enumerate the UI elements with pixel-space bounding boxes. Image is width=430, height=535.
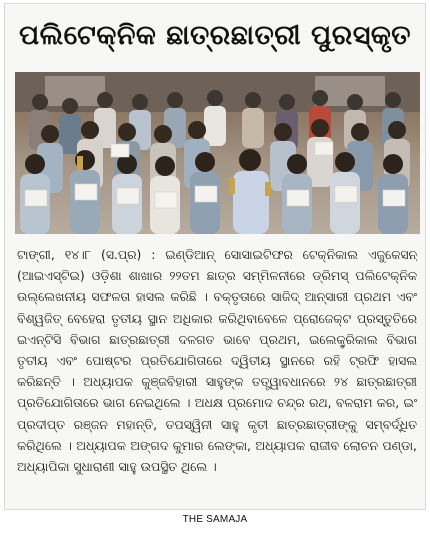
newspaper-clipping [5, 4, 425, 509]
headline: ପଲିଟେକ୍ନିକ ଛାତ୍ରଛାତ୍ରୀ ପୁରସ୍କୃତ [18, 20, 412, 51]
group-photo [15, 72, 420, 234]
article-body: ଟାଙ୍ଗୀ, ୧୪।୮ (ସ.ପ୍ର) : ଇଣ୍ଡିଆନ୍ ସୋସାଇଟିଫର ଟେକ୍ନିକାଲ ଏଜୁକେସନ୍ (ଆଇଏସ୍‌ଟିଇ) ଓଡ଼ିଶା ଶାଖାର ୨୨ତମ ଛାତ୍ର ସମ୍ମିଳନୀରେ ଡ୍ରିମସ୍ ପଲିଟେକ୍ନିକ ଉଲ୍ଲେଖନୀୟ ସଫଳତା ହାସଲ କରିଛି । ବକ୍ତୃତାରେ ସାଜିଦ୍ ଆନ୍‌ସାରୀ ପ୍ରଥମ ଏବଂ ବିଶ୍ୱଜିତ୍ ବେହେରା ତୃତୀୟ ସ୍ଥାନ ଅଧିକାର କରିଥିବାବେଳେ ପ୍ରୋଜେକ୍ଟ ପ୍ରସ୍ତୁତିରେ ଇଏନ୍‌ଟିସି ବିଭାଗ ଛାତ୍ରଛାତ୍ରୀ ଦଳଗତ ଭାବେ ପ୍ରଥମ, ଇଲେକ୍ଟ୍ରିକାଲ ବିଭାଗ ତୃତୀୟ ଏବଂ ପୋଷ୍ଟର ପ୍ରତିଯୋଗିତାରେ ଦ୍ୱିତୀୟ ସ୍ଥାନରେ ରହି ଟ୍ରଫି ହାସଲ କରିଛନ୍ତି । ଅଧ୍ୟାପକ କୁଞ୍ଜବିହାରୀ ସାହୁଙ୍କ ତତ୍ତ୍ୱାବଧାନରେ ୨୪ ଛାତ୍ରଛାତ୍ରୀ ପ୍ରତିଯୋଗିତାରେ ଭାଗ ନେଇଥିଲେ । ଅଧକ୍ଷ ପ୍ରମୋଦ ଚନ୍ଦ୍ର ରଥ, ବଳରାମ କର, ଇଂ ପ୍ରଦୀପ୍ତ ରଞ୍ଜନ ମହାନ୍ତି, ତପସ୍ୱିନୀ ସାହୁ କୃତୀ ଛାତ୍ରଛାତ୍ରୀଙ୍କୁ ସମ୍ବର୍ଦ୍ଧିତ କରିଥିଲେ । ଅଧ୍ୟାପକ ଅଙ୍ଗଦ କୁମାର ଲେଙ୍କା, ଅଧ୍ୟାପକ ରାଜୀବ ଲୋଚନ ପଣ୍ଡା, ଅଧ୍ୟାପିକା ସୁଧାରାଣୀ ସାହୁ ଉପସ୍ଥିତ ଥିଲେ । [17, 247, 417, 475]
newspaper-source: THE SAMAJA [182, 514, 248, 525]
